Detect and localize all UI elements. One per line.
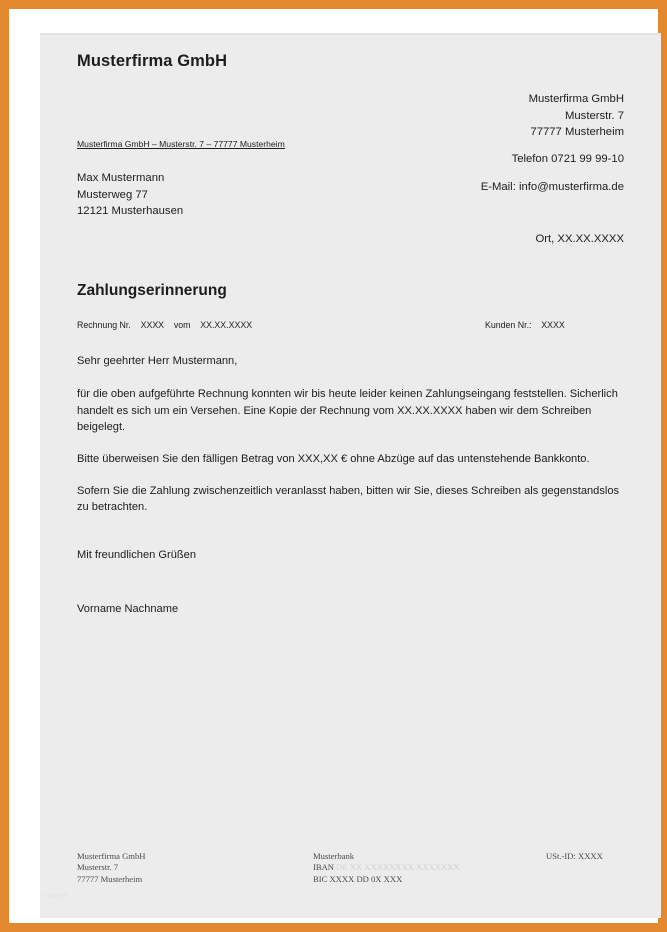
- invoice-reference: [77, 320, 252, 330]
- footer-tax-column: [546, 851, 603, 862]
- footer-company-column: [77, 851, 146, 885]
- footer-iban-label: IBAN: [313, 862, 335, 873]
- footer-bank-column: [313, 851, 460, 885]
- footer-company-city: 77777 Musterheim: [77, 873, 143, 884]
- letter-body: [77, 353, 627, 618]
- invoice-label: Rechnung Nr.: [77, 320, 131, 330]
- footer-company-name: Musterfirma GmbH: [77, 851, 146, 861]
- footer-bic: BIC XXXX DD 0X XXX: [313, 873, 403, 884]
- body-paragraph-3: Sofern Sie die Zahlung zwischenzeitlich veranlasst haben, bitten wir Sie, dieses Schreiben als gegenstandslos zu betrachten.: [77, 485, 620, 514]
- customer-reference: [485, 320, 565, 330]
- invoice-date: XX.XX.XXXX: [200, 320, 253, 330]
- sender-address-block: [529, 91, 624, 141]
- sender-company: Musterfirma GmbH: [528, 93, 624, 105]
- sender-phone: Telefon 0721 99 99-10: [511, 153, 624, 165]
- recipient-address-block: [77, 170, 183, 220]
- invoice-number: XXXX: [140, 320, 165, 330]
- letterhead-company-name: Musterfirma GmbH: [77, 52, 228, 70]
- place-and-date: Ort, XX.XX.XXXX: [535, 233, 624, 245]
- customer-label: Kunden Nr.:: [485, 320, 532, 330]
- contact-spacer: [481, 168, 624, 179]
- footer-vat-id: USt.-ID: XXXX: [546, 851, 603, 861]
- body-paragraph-2: Bitte überweisen Sie den fälligen Betrag von XXX,XX € ohne Abzüge auf das untenstehende Bankkonto.: [77, 453, 590, 466]
- recipient-city: 12121 Musterhausen: [77, 205, 184, 218]
- page-watermark: Vorlage: [43, 893, 69, 900]
- customer-number: XXXX: [541, 320, 565, 330]
- closing-phrase: Mit freundlichen Grüßen: [77, 548, 197, 561]
- letter-subject: Zahlungserinnerung: [77, 282, 227, 299]
- document-page: [40, 33, 661, 918]
- recipient-name: Max Mustermann: [77, 172, 165, 184]
- document-sheet: [40, 33, 661, 918]
- sender-street: Musterstr. 7: [564, 109, 624, 122]
- footer-bank-name: Musterbank: [313, 851, 355, 861]
- footer-iban-value: DE XX XXXXXXXX XXXXXXX: [336, 862, 460, 873]
- body-paragraph-1: für die oben aufgeführte Rechnung konnten wir bis heute leider keinen Zahlungseingang feststellen. Sicherlich handelt es sich um ein Versehen. Eine Kopie der Rechnung vom XX.XX.XXXX haben wir dem Schreiben beigelegt.: [77, 388, 618, 434]
- signature-name: Vorname Nachname: [77, 603, 179, 616]
- sender-city: 77777 Musterheim: [530, 126, 624, 138]
- sender-contact-block: [481, 151, 624, 195]
- invoice-date-prefix: vom: [173, 320, 191, 330]
- footer-iban-line: [313, 862, 460, 873]
- return-address-line: Musterfirma GmbH – Musterstr. 7 – 77777 Musterheim: [77, 139, 285, 149]
- salutation: Sehr geehrter Herr Mustermann,: [77, 355, 238, 367]
- recipient-street: Musterweg 77: [77, 188, 148, 201]
- footer-company-street: Musterstr. 7: [77, 862, 119, 873]
- sender-email: E-Mail: info@musterfirma.de: [480, 180, 624, 193]
